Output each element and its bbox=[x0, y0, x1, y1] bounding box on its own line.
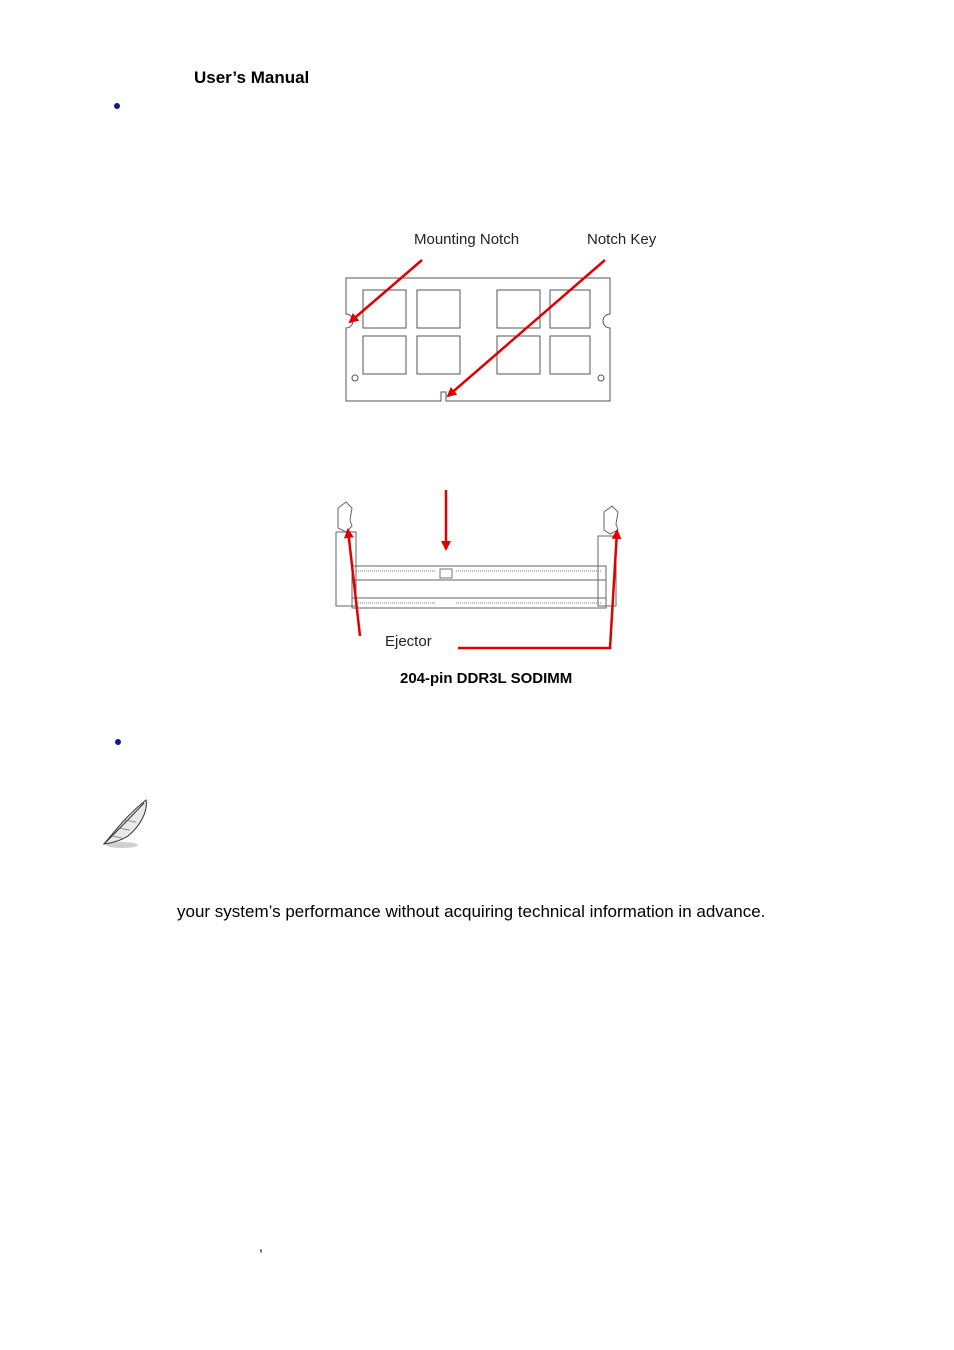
module-outline bbox=[346, 278, 610, 401]
memory-chip bbox=[497, 336, 540, 374]
ejector-label: Ejector bbox=[385, 633, 432, 650]
mounting-notch-arrow bbox=[350, 260, 422, 322]
memory-module bbox=[346, 278, 610, 401]
memory-chip bbox=[363, 336, 406, 374]
memory-chip bbox=[550, 336, 590, 374]
left-ejector-arrow bbox=[348, 530, 360, 636]
socket-upper-slot bbox=[352, 566, 606, 580]
memory-chip bbox=[417, 290, 460, 328]
socket-key bbox=[440, 569, 452, 578]
figure-caption: 204-pin DDR3L SODIMM bbox=[400, 670, 573, 687]
right-ejector-latch bbox=[604, 506, 618, 534]
left-ejector-latch bbox=[338, 502, 352, 532]
mounting-notch-label: Mounting Notch bbox=[414, 231, 520, 248]
mounting-hole bbox=[352, 375, 358, 381]
note-text-line: your system’s performance without acquiring technical information in advance. bbox=[177, 902, 766, 921]
page-title: User’s Manual bbox=[194, 68, 310, 87]
note-feather-icon bbox=[104, 800, 146, 848]
memory-chip bbox=[550, 290, 590, 328]
bullet-2 bbox=[115, 739, 121, 745]
memory-chip bbox=[363, 290, 406, 328]
right-ejector-arrow bbox=[458, 531, 617, 648]
mounting-hole bbox=[598, 375, 604, 381]
sodimm-socket bbox=[336, 502, 618, 608]
notch-key-label: Notch Key bbox=[587, 231, 657, 248]
memory-chip bbox=[417, 336, 460, 374]
stray-comma: , bbox=[259, 1238, 263, 1254]
